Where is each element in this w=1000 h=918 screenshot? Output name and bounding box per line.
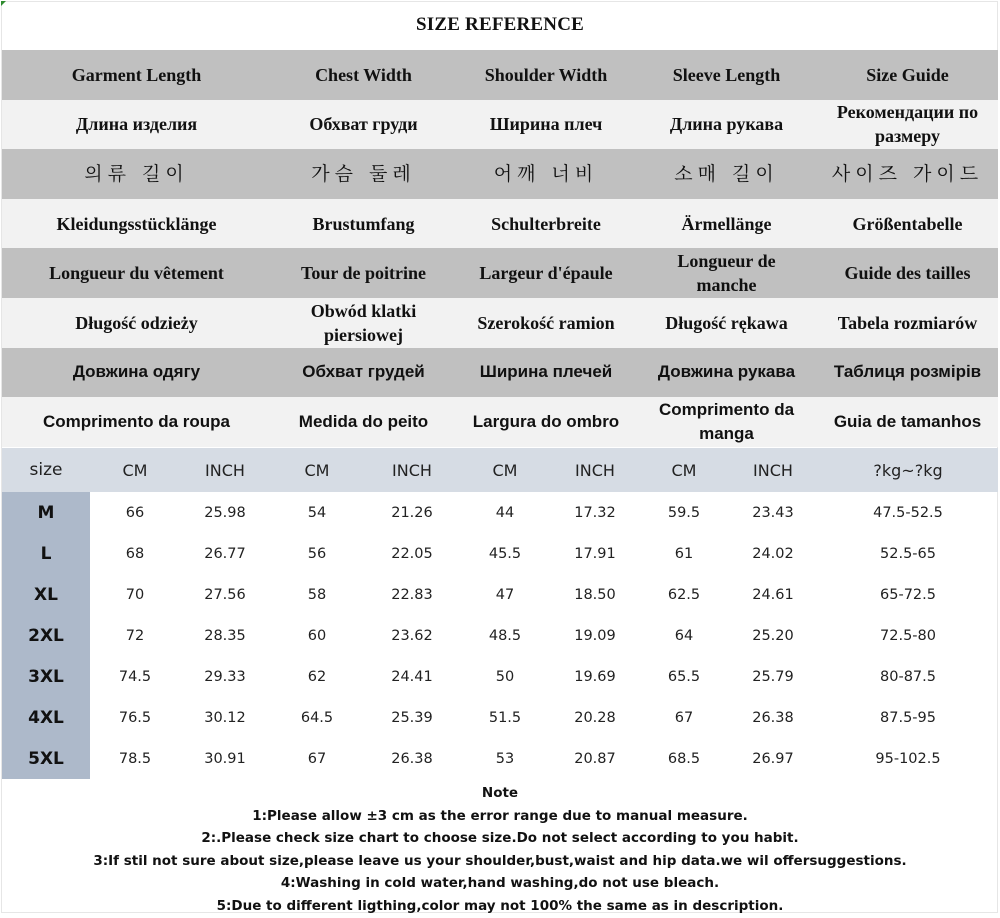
size-label: 5XL	[2, 738, 90, 779]
table-cell: 26.97	[752, 750, 794, 767]
note-line: 1:Please allow ±3 cm as the error range due to manual measure.	[252, 807, 748, 824]
unit-header-cm: CM	[122, 460, 148, 480]
header-cell: Garment Length	[71, 64, 202, 85]
table-cell: 59.5	[667, 504, 701, 521]
header-cell: Brustumfang	[312, 213, 415, 234]
note-line: 4:Washing in cold water,hand washing,do not use bleach.	[280, 875, 720, 892]
table-cell: 66	[125, 504, 145, 521]
size-label: 2XL	[2, 615, 90, 656]
header-cell: Shoulder Width	[484, 64, 608, 85]
header-cell: Comprimento da roupa	[42, 411, 230, 431]
table-cell: 17.91	[574, 545, 616, 562]
table-cell: 64.5	[300, 709, 334, 726]
page-title: SIZE REFERENCE	[415, 14, 585, 35]
table-cell: 50	[495, 668, 515, 685]
unit-header-row	[2, 448, 998, 492]
header-row-german	[2, 199, 998, 249]
table-cell: 25.79	[752, 668, 794, 685]
table-cell: 22.83	[391, 586, 433, 603]
header-cell: Obwód klatki piersiowej	[310, 300, 417, 345]
size-label: L	[2, 533, 90, 574]
table-cell: 80-87.5	[880, 668, 936, 685]
note-line: 3:If stil not sure about size,please leave us your shoulder,bust,waist and hip data.we wil offersuggestions.	[93, 852, 907, 869]
table-cell: 20.87	[574, 750, 616, 767]
table-cell: 67	[674, 709, 694, 726]
table-cell: 24.41	[391, 668, 433, 685]
table-cell: 47.5-52.5	[873, 504, 943, 521]
table-cell: 28.35	[204, 627, 246, 644]
header-cell: Kleidungsstücklänge	[56, 213, 217, 234]
table-cell: 64	[674, 627, 694, 644]
table-row	[2, 656, 998, 697]
table-cell: 65-72.5	[880, 586, 936, 603]
notes-section	[0, 782, 1000, 918]
header-cell: Size Guide	[866, 64, 949, 85]
header-cell: 소매 길이	[674, 162, 779, 185]
note-line: 5:Due to different ligthing,color may not 100% the same as in description.	[216, 897, 784, 914]
table-row	[2, 492, 998, 533]
table-cell: 21.26	[391, 504, 433, 521]
table-row	[2, 738, 998, 779]
header-cell: Таблиця розмірів	[833, 362, 982, 382]
table-cell: 24.02	[752, 545, 794, 562]
table-cell: 26.38	[391, 750, 433, 767]
header-cell: Schulterbreite	[491, 213, 601, 234]
header-cell: Longueur du vêtement	[49, 263, 224, 284]
header-cell: Рекомендации по размеру	[836, 102, 979, 147]
header-row-english	[2, 50, 998, 100]
header-cell: Ширина плеч	[489, 114, 603, 135]
table-cell: 26.77	[204, 545, 246, 562]
unit-header-inch: INCH	[575, 460, 615, 480]
table-row	[2, 615, 998, 656]
header-cell: Sleeve Length	[672, 64, 781, 85]
header-cell: 가슴 둘레	[311, 162, 416, 185]
header-cell: Длина изделия	[75, 114, 198, 135]
table-row	[2, 697, 998, 738]
header-cell: Довжина рукава	[657, 362, 796, 382]
header-cell: Chest Width	[315, 64, 412, 85]
table-cell: 29.33	[204, 668, 246, 685]
unit-header-inch: INCH	[392, 460, 432, 480]
header-cell: Largura do ombro	[472, 411, 620, 431]
size-label: 3XL	[2, 656, 90, 697]
header-cell: Tour de poitrine	[300, 263, 427, 284]
header-cell: Tabela rozmiarów	[837, 312, 978, 333]
table-cell: 23.43	[752, 504, 794, 521]
table-cell: 17.32	[574, 504, 616, 521]
note-line: 2:.Please check size chart to choose size.Do not select according to you habit.	[201, 830, 799, 847]
table-cell: 26.38	[752, 709, 794, 726]
table-cell: 19.09	[574, 627, 616, 644]
header-cell: 의류 길이	[84, 162, 189, 185]
size-label: M	[2, 492, 90, 533]
unit-header-size: size	[29, 460, 63, 480]
table-cell: 70	[125, 586, 145, 603]
header-row-french	[2, 248, 998, 298]
table-cell: 74.5	[118, 668, 152, 685]
table-cell: 76.5	[118, 709, 152, 726]
table-cell: 45.5	[488, 545, 522, 562]
table-cell: 87.5-95	[880, 709, 936, 726]
table-cell: 58	[307, 586, 327, 603]
table-cell: 25.20	[752, 627, 794, 644]
header-cell: Обхват груди	[309, 114, 418, 135]
header-cell: Größentabelle	[852, 213, 963, 234]
unit-header-cm: CM	[492, 460, 518, 480]
table-cell: 54	[307, 504, 327, 521]
header-cell: Guide des tailles	[844, 263, 971, 284]
table-cell: 72.5-80	[880, 627, 936, 644]
header-row-polish	[2, 298, 998, 348]
size-label: XL	[2, 574, 90, 615]
table-cell: 24.61	[752, 586, 794, 603]
table-cell: 47	[495, 586, 515, 603]
unit-header-weight: ?kg~?kg	[873, 460, 943, 480]
table-cell: 56	[307, 545, 327, 562]
header-cell: 어깨 너비	[493, 162, 599, 185]
language-header-rows	[2, 50, 998, 447]
header-row-ukrainian	[2, 348, 998, 398]
table-cell: 48.5	[488, 627, 522, 644]
table-cell: 51.5	[488, 709, 522, 726]
header-cell: Długość odzieży	[75, 312, 198, 333]
table-cell: 62.5	[667, 586, 701, 603]
table-cell: 25.98	[204, 504, 246, 521]
table-cell: 30.12	[204, 709, 246, 726]
table-cell: 68.5	[667, 750, 701, 767]
table-cell: 65.5	[667, 668, 701, 685]
table-cell: 27.56	[204, 586, 246, 603]
table-cell: 19.69	[574, 668, 616, 685]
header-cell: Ширина плечей	[479, 362, 613, 382]
table-row	[2, 533, 998, 574]
table-cell: 23.62	[391, 627, 433, 644]
size-table-body	[2, 492, 998, 779]
unit-header-inch: INCH	[753, 460, 793, 480]
header-cell: Длина рукава	[669, 114, 784, 135]
table-cell: 95-102.5	[875, 750, 941, 767]
table-cell: 20.28	[574, 709, 616, 726]
table-cell: 61	[674, 545, 694, 562]
header-cell: Довжина одягу	[72, 362, 201, 382]
notes-heading: Note	[481, 785, 519, 801]
table-cell: 60	[307, 627, 327, 644]
table-row	[2, 574, 998, 615]
table-cell: 67	[307, 750, 327, 767]
table-cell: 52.5-65	[880, 545, 936, 562]
header-cell: Medida do peito	[298, 411, 429, 431]
table-cell: 53	[495, 750, 515, 767]
header-cell: Długość rękawa	[665, 312, 788, 333]
header-cell: Szerokość ramion	[477, 312, 615, 333]
size-label: 4XL	[2, 697, 90, 738]
header-cell: Comprimento da manga	[658, 399, 795, 443]
table-cell: 30.91	[204, 750, 246, 767]
table-cell: 68	[125, 545, 145, 562]
header-cell: Ärmellänge	[681, 213, 772, 234]
unit-header-inch: INCH	[205, 460, 245, 480]
unit-header-cm: CM	[671, 460, 697, 480]
header-row-korean	[2, 149, 998, 199]
table-cell: 25.39	[391, 709, 433, 726]
table-cell: 72	[125, 627, 145, 644]
header-cell: Longueur de manche	[677, 251, 776, 296]
header-cell: Guia de tamanhos	[833, 411, 982, 431]
unit-header-cm: CM	[304, 460, 330, 480]
header-cell: Обхват грудей	[302, 362, 425, 382]
header-cell: 사이즈 가이드	[831, 162, 984, 185]
table-cell: 44	[495, 504, 515, 521]
table-cell: 78.5	[118, 750, 152, 767]
header-cell: Largeur d'épaule	[479, 263, 613, 284]
table-cell: 62	[307, 668, 327, 685]
table-cell: 18.50	[574, 586, 616, 603]
table-cell: 22.05	[391, 545, 433, 562]
header-row-russian	[2, 100, 998, 150]
header-row-portuguese	[2, 397, 998, 447]
